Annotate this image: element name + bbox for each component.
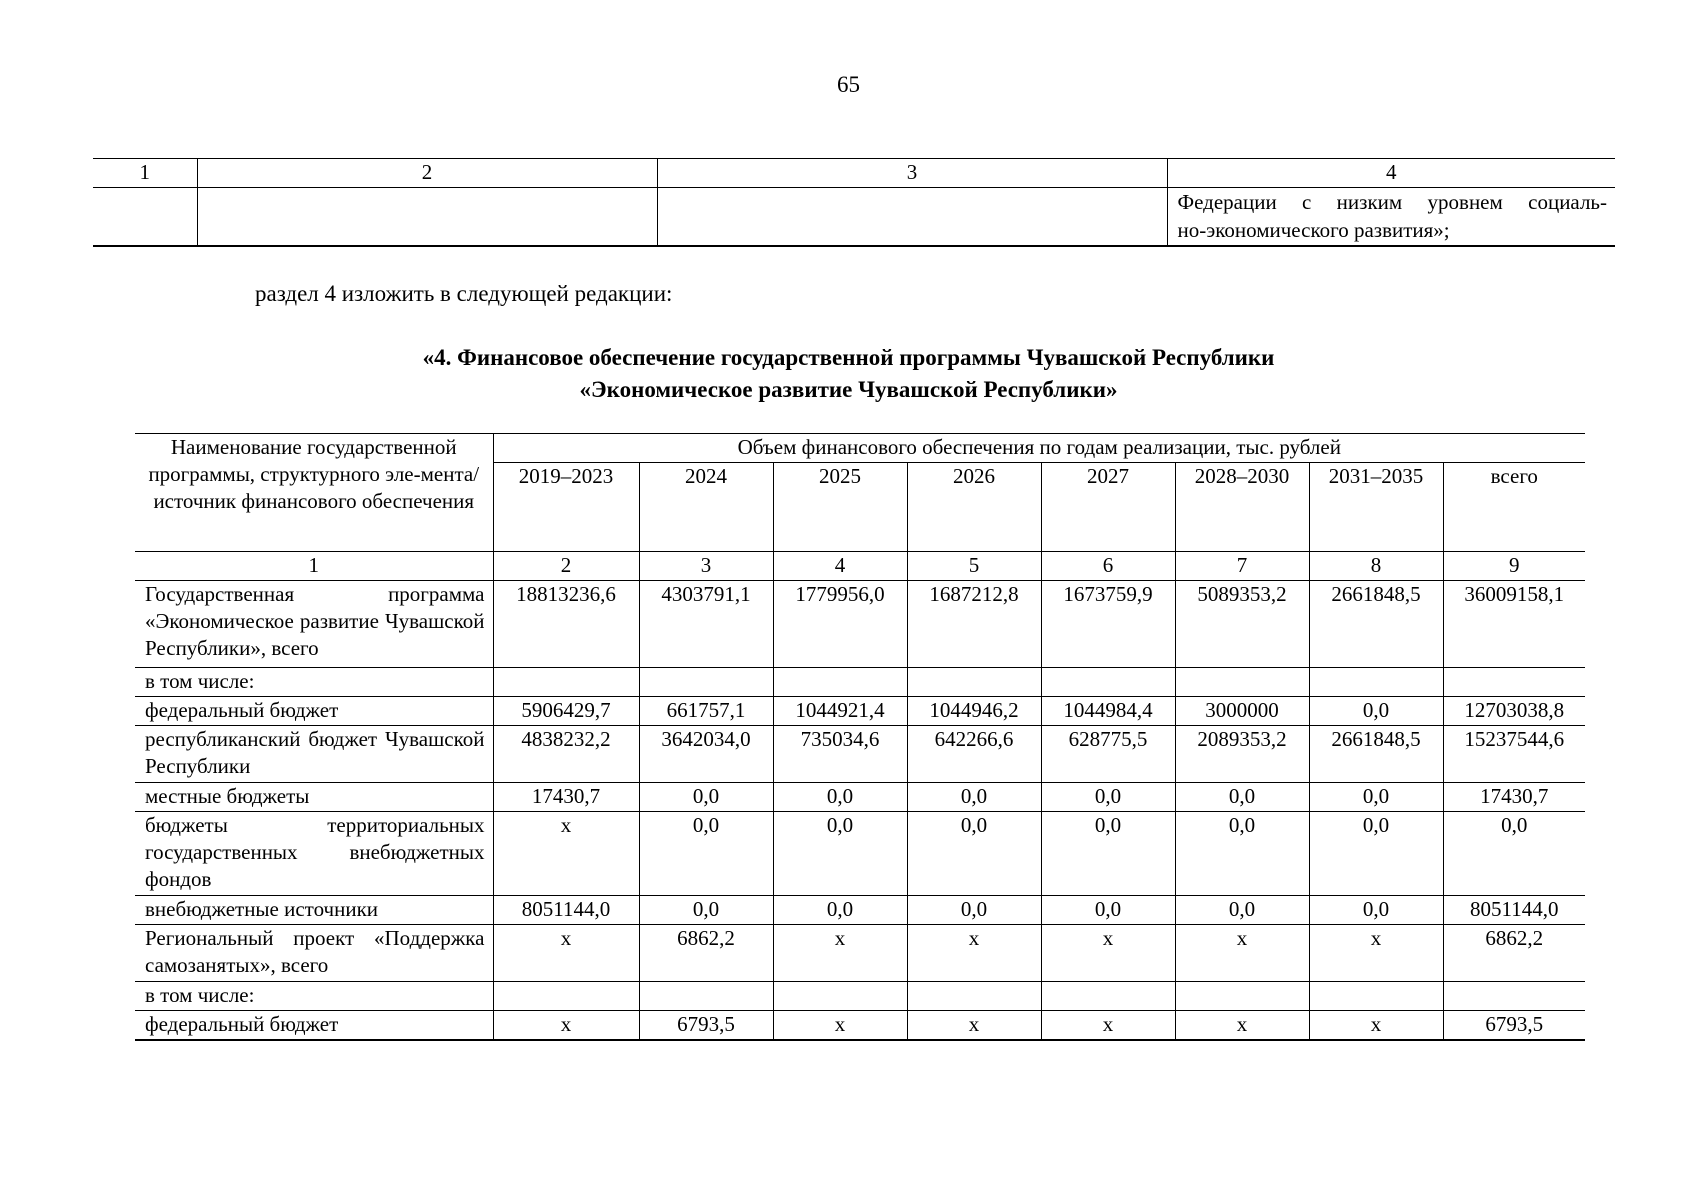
value-cell: 661757,1 xyxy=(639,697,773,726)
value-cell xyxy=(773,982,907,1011)
column-number: 8 xyxy=(1309,552,1443,581)
value-cell: 17430,7 xyxy=(493,783,639,812)
row-name-cell: в том числе: xyxy=(135,982,493,1011)
page-number: 65 xyxy=(837,72,860,97)
table-row xyxy=(135,925,1585,982)
continuation-header-cell: 4 xyxy=(1167,159,1615,188)
column-number: 7 xyxy=(1175,552,1309,581)
intro-text: раздел 4 изложить в следующей редакции: xyxy=(255,281,673,306)
row-name-cell: республиканский бюджет Чувашской Республики xyxy=(135,726,493,783)
value-cell: 6793,5 xyxy=(1443,1011,1585,1041)
value-cell: 0,0 xyxy=(773,812,907,896)
value-cell xyxy=(1175,982,1309,1011)
table-row xyxy=(135,581,1585,668)
value-cell: 17430,7 xyxy=(1443,783,1585,812)
value-cell: 1044946,2 xyxy=(907,697,1041,726)
value-cell: 0,0 xyxy=(639,812,773,896)
value-cell: 0,0 xyxy=(1309,783,1443,812)
period-header: 2024 xyxy=(639,463,773,552)
continuation-text-cell xyxy=(1167,188,1615,247)
value-cell xyxy=(907,668,1041,697)
continuation-table xyxy=(93,158,1615,247)
value-cell xyxy=(493,982,639,1011)
value-cell: х xyxy=(907,1011,1041,1041)
period-header: 2026 xyxy=(907,463,1041,552)
value-cell: х xyxy=(493,925,639,982)
table-row xyxy=(135,1011,1585,1041)
value-cell: 1044984,4 xyxy=(1041,697,1175,726)
value-cell: 6862,2 xyxy=(1443,925,1585,982)
value-cell: х xyxy=(1041,925,1175,982)
row-name-cell: внебюджетные источники xyxy=(135,896,493,925)
value-cell: 0,0 xyxy=(1041,896,1175,925)
value-cell: 642266,6 xyxy=(907,726,1041,783)
value-cell xyxy=(1309,982,1443,1011)
value-cell: 5089353,2 xyxy=(1175,581,1309,668)
value-cell: х xyxy=(773,1011,907,1041)
value-cell: х xyxy=(1175,1011,1309,1041)
continuation-text-line: Федерации с низким уровнем социаль- xyxy=(1177,190,1607,214)
period-header: 2031–2035 xyxy=(1309,463,1443,552)
value-cell: 6862,2 xyxy=(639,925,773,982)
column-number: 9 xyxy=(1443,552,1585,581)
continuation-header-cell: 3 xyxy=(657,159,1167,188)
period-header: всего xyxy=(1443,463,1585,552)
column-number: 5 xyxy=(907,552,1041,581)
column-number: 6 xyxy=(1041,552,1175,581)
period-header: 2025 xyxy=(773,463,907,552)
header-row xyxy=(135,434,1585,463)
row-name-cell: федеральный бюджет xyxy=(135,1011,493,1041)
finance-table xyxy=(135,433,1585,1041)
row-name-cell: местные бюджеты xyxy=(135,783,493,812)
value-cell: 0,0 xyxy=(1041,812,1175,896)
value-cell: 8051144,0 xyxy=(493,896,639,925)
value-cell: 3000000 xyxy=(1175,697,1309,726)
value-cell: 0,0 xyxy=(773,783,907,812)
section-title-line: «4. Финансовое обеспечение государственной программы Чувашской Республики xyxy=(422,345,1275,370)
value-cell xyxy=(493,668,639,697)
column-number: 2 xyxy=(493,552,639,581)
section-title-line: «Экономическое развитие Чувашской Республики» xyxy=(579,377,1118,402)
value-cell: х xyxy=(1309,925,1443,982)
value-cell: 0,0 xyxy=(907,783,1041,812)
value-cell: 2089353,2 xyxy=(1175,726,1309,783)
value-cell: 0,0 xyxy=(1309,697,1443,726)
continuation-header-row xyxy=(93,159,1615,188)
value-cell: х xyxy=(493,1011,639,1041)
row-name-cell: Региональный проект «Поддержка самозанятых», всего xyxy=(135,925,493,982)
value-cell xyxy=(1443,982,1585,1011)
value-cell: 0,0 xyxy=(1175,812,1309,896)
volume-header: Объем финансового обеспечения по годам реализации, тыс. рублей xyxy=(493,434,1585,463)
value-cell xyxy=(1443,668,1585,697)
table-row xyxy=(135,896,1585,925)
value-cell: 0,0 xyxy=(1041,783,1175,812)
value-cell: 0,0 xyxy=(1309,896,1443,925)
period-header: 2027 xyxy=(1041,463,1175,552)
value-cell xyxy=(639,982,773,1011)
value-cell: 0,0 xyxy=(1175,783,1309,812)
table-row xyxy=(135,668,1585,697)
value-cell: х xyxy=(907,925,1041,982)
value-cell: 1044921,4 xyxy=(773,697,907,726)
value-cell: х xyxy=(773,925,907,982)
value-cell: 5906429,7 xyxy=(493,697,639,726)
value-cell xyxy=(1041,668,1175,697)
value-cell: 1779956,0 xyxy=(773,581,907,668)
continuation-cell xyxy=(197,188,657,247)
continuation-header-cell: 2 xyxy=(197,159,657,188)
value-cell: х xyxy=(1309,1011,1443,1041)
value-cell: 6793,5 xyxy=(639,1011,773,1041)
table-row xyxy=(135,783,1585,812)
value-cell: 0,0 xyxy=(907,896,1041,925)
column-number: 4 xyxy=(773,552,907,581)
value-cell: 735034,6 xyxy=(773,726,907,783)
column-number: 3 xyxy=(639,552,773,581)
value-cell: 1673759,9 xyxy=(1041,581,1175,668)
value-cell xyxy=(907,982,1041,1011)
value-cell xyxy=(1309,668,1443,697)
value-cell: 0,0 xyxy=(1175,896,1309,925)
value-cell: 2661848,5 xyxy=(1309,726,1443,783)
section-title xyxy=(0,342,1697,406)
row-name-cell: в том числе: xyxy=(135,668,493,697)
continuation-row xyxy=(93,188,1615,247)
value-cell: 0,0 xyxy=(773,896,907,925)
value-cell: 4303791,1 xyxy=(639,581,773,668)
value-cell: 0,0 xyxy=(639,783,773,812)
value-cell: 36009158,1 xyxy=(1443,581,1585,668)
row-name-cell: Государственная программа «Экономическое развитие Чувашской Республики», всего xyxy=(135,581,493,668)
table-row xyxy=(135,812,1585,896)
column-number: 1 xyxy=(135,552,493,581)
value-cell xyxy=(639,668,773,697)
table-row xyxy=(135,982,1585,1011)
value-cell: 1687212,8 xyxy=(907,581,1041,668)
table-row xyxy=(135,726,1585,783)
row-name-cell: федеральный бюджет xyxy=(135,697,493,726)
row-name-cell: бюджеты территориальных государственных внебюджетных фондов xyxy=(135,812,493,896)
table-row xyxy=(135,697,1585,726)
value-cell xyxy=(1175,668,1309,697)
column-number-row xyxy=(135,552,1585,581)
value-cell: 0,0 xyxy=(639,896,773,925)
value-cell xyxy=(1041,982,1175,1011)
value-cell: 15237544,6 xyxy=(1443,726,1585,783)
value-cell: 0,0 xyxy=(1443,812,1585,896)
value-cell: х xyxy=(1041,1011,1175,1041)
value-cell: 2661848,5 xyxy=(1309,581,1443,668)
continuation-header-cell: 1 xyxy=(93,159,197,188)
value-cell: 0,0 xyxy=(1309,812,1443,896)
value-cell: 12703038,8 xyxy=(1443,697,1585,726)
value-cell: 0,0 xyxy=(907,812,1041,896)
period-header: 2019–2023 xyxy=(493,463,639,552)
value-cell: 8051144,0 xyxy=(1443,896,1585,925)
continuation-cell xyxy=(93,188,197,247)
continuation-text-line: но-экономического развития»; xyxy=(1177,218,1450,242)
period-header: 2028–2030 xyxy=(1175,463,1309,552)
value-cell: 628775,5 xyxy=(1041,726,1175,783)
value-cell xyxy=(773,668,907,697)
value-cell: 18813236,6 xyxy=(493,581,639,668)
value-cell: 4838232,2 xyxy=(493,726,639,783)
value-cell: х xyxy=(493,812,639,896)
name-column-header: Наименование государственной программы, структурного эле-мента/источник финансового обеспечения xyxy=(135,434,493,552)
value-cell: х xyxy=(1175,925,1309,982)
continuation-cell xyxy=(657,188,1167,247)
value-cell: 3642034,0 xyxy=(639,726,773,783)
